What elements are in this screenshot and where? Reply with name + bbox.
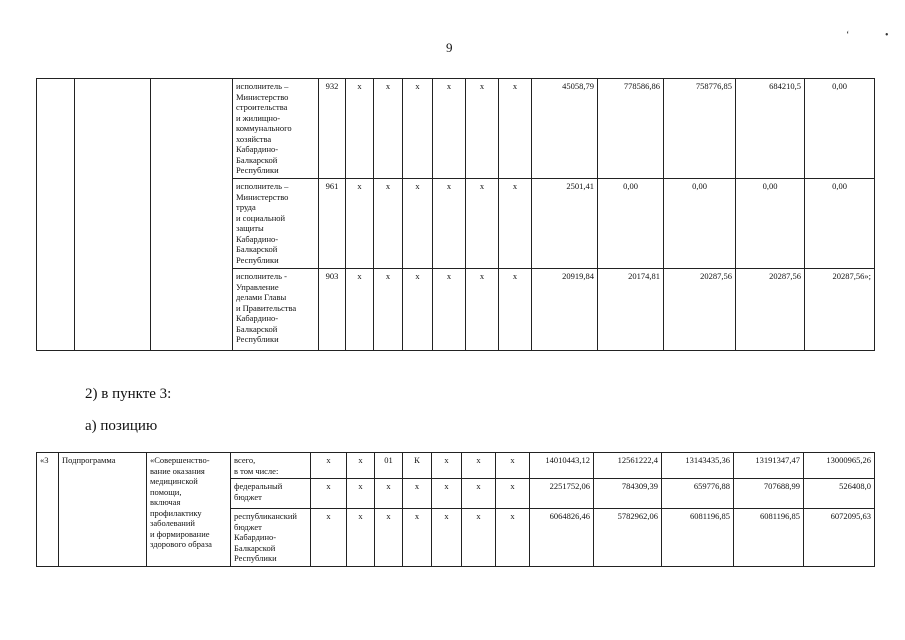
value-cell: 12561222,4	[594, 453, 662, 479]
source-cell: республиканский бюджет Кабардино- Балкарской Республики	[231, 509, 311, 567]
table-row	[37, 453, 875, 479]
value-cell: 13000965,26	[804, 453, 875, 479]
mark-cell: x	[432, 479, 462, 509]
value-cell: 0,00	[664, 179, 736, 269]
mark-cell: x	[433, 79, 466, 179]
value-cell: 2501,41	[532, 179, 598, 269]
mark-cell: x	[433, 179, 466, 269]
mark-cell: К	[403, 453, 432, 479]
value-cell: 2251752,06	[530, 479, 594, 509]
mark-cell: x	[499, 79, 532, 179]
empty-cell	[75, 79, 151, 351]
source-cell: всего, в том числе:	[231, 453, 311, 479]
value-cell: 0,00	[598, 179, 664, 269]
source-cell: федеральный бюджет	[231, 479, 311, 509]
paragraph-item-a: а) позицию	[85, 418, 158, 434]
mark-cell: x	[466, 269, 499, 351]
mark-cell: x	[403, 479, 432, 509]
value-cell: 6081196,85	[662, 509, 734, 567]
value-cell: 6081196,85	[734, 509, 804, 567]
mark-cell: x	[311, 479, 347, 509]
mark-cell: x	[462, 509, 496, 567]
mark-cell: x	[496, 453, 530, 479]
value-cell: 20287,56	[736, 269, 805, 351]
subprogram-name-cell: «Совершенство- вание оказания медицинской помощи, включая профилактику заболеваний и формирование здорового образа	[147, 453, 231, 567]
mark-cell: x	[496, 509, 530, 567]
value-cell: 45058,79	[532, 79, 598, 179]
type-cell: Подпрограмма	[59, 453, 147, 567]
mark-cell: x	[346, 179, 374, 269]
value-cell: 5782962,06	[594, 509, 662, 567]
mark-cell: x	[466, 179, 499, 269]
value-cell: 778586,86	[598, 79, 664, 179]
mark-cell: x	[499, 179, 532, 269]
code-cell: 932	[319, 79, 346, 179]
mark-cell: x	[403, 509, 432, 567]
value-cell: 526408,0	[804, 479, 875, 509]
mark-cell: x	[375, 509, 403, 567]
value-cell: 20287,56»;	[805, 269, 875, 351]
value-cell: 0,00	[805, 79, 875, 179]
mark-cell: x	[432, 453, 462, 479]
value-cell: 6072095,63	[804, 509, 875, 567]
value-cell: 784309,39	[594, 479, 662, 509]
scan-mark: ‘	[846, 30, 850, 41]
value-cell: 0,00	[805, 179, 875, 269]
value-cell: 684210,5	[736, 79, 805, 179]
code-cell: 903	[319, 269, 346, 351]
mark-cell: x	[433, 269, 466, 351]
mark-cell: x	[432, 509, 462, 567]
mark-cell: x	[311, 453, 347, 479]
value-cell: 20287,56	[664, 269, 736, 351]
value-cell: 20919,84	[532, 269, 598, 351]
page-number: 9	[446, 40, 453, 55]
mark-cell: x	[347, 509, 375, 567]
code-cell: 961	[319, 179, 346, 269]
mark-cell: x	[496, 479, 530, 509]
mark-cell: x	[462, 479, 496, 509]
subprogram-table	[36, 452, 875, 567]
value-cell: 13143435,36	[662, 453, 734, 479]
mark-cell: x	[346, 79, 374, 179]
value-cell: 659776,88	[662, 479, 734, 509]
mark-cell: x	[346, 269, 374, 351]
value-cell: 13191347,47	[734, 453, 804, 479]
value-cell: 0,00	[736, 179, 805, 269]
mark-cell: x	[403, 179, 433, 269]
mark-cell: x	[499, 269, 532, 351]
value-cell: 758776,85	[664, 79, 736, 179]
executor-cell: исполнитель – Министерство строительства и жилищно- коммунального хозяйства Кабардино- Балкарской Республики	[233, 79, 319, 179]
mark-cell: x	[466, 79, 499, 179]
executor-cell: исполнитель - Управление делами Главы и Правительства Кабардино- Балкарской Республики	[233, 269, 319, 351]
mark-cell: x	[403, 269, 433, 351]
mark-cell: x	[374, 269, 403, 351]
executor-cell: исполнитель – Министерство труда и социальной защиты Кабардино- Балкарской Республики	[233, 179, 319, 269]
mark-cell: x	[375, 479, 403, 509]
paragraph-item-2: 2) в пункте 3:	[85, 386, 172, 402]
mark-cell: x	[374, 79, 403, 179]
value-cell: 20174,81	[598, 269, 664, 351]
scan-mark: •	[885, 30, 889, 41]
value-cell: 707688,99	[734, 479, 804, 509]
value-cell: 6064826,46	[530, 509, 594, 567]
row-number-cell: «3	[37, 453, 59, 567]
mark-cell: 01	[375, 453, 403, 479]
mark-cell: x	[403, 79, 433, 179]
mark-cell: x	[374, 179, 403, 269]
empty-cell	[151, 79, 233, 351]
mark-cell: x	[347, 453, 375, 479]
mark-cell: x	[347, 479, 375, 509]
table-row	[37, 79, 875, 179]
budget-table-continuation	[36, 78, 875, 351]
empty-cell	[37, 79, 75, 351]
value-cell: 14010443,12	[530, 453, 594, 479]
mark-cell: x	[462, 453, 496, 479]
mark-cell: x	[311, 509, 347, 567]
